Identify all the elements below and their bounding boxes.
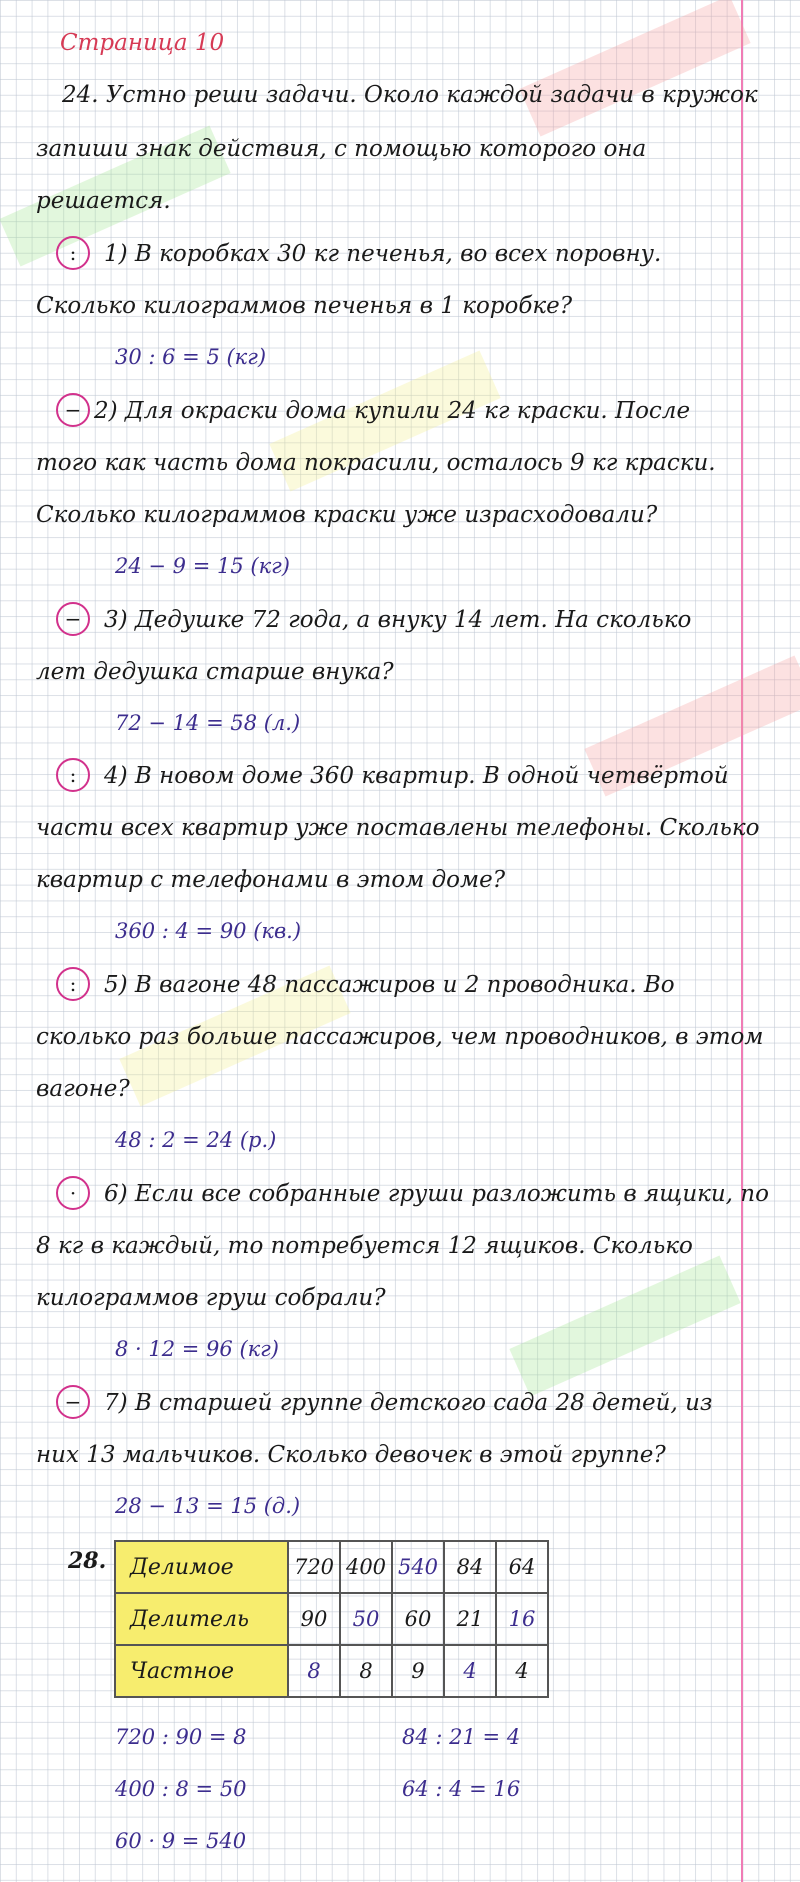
problem-answer: 8 · 12 = 96 (кг) <box>115 1337 279 1361</box>
problem-text: лет дедушка старше внука? <box>36 659 394 685</box>
problem-text: квартир с телефонами в этом доме? <box>36 867 506 893</box>
problem-answer: 360 : 4 = 90 (кв.) <box>115 919 302 943</box>
problem-text: 4) В новом доме 360 квартир. В одной четвёртой <box>104 763 729 789</box>
operation-sign-circle: : <box>56 236 90 270</box>
calculation: 720 : 90 = 8 <box>115 1725 247 1749</box>
table-row <box>115 1541 548 1593</box>
division-table <box>114 1540 549 1698</box>
table-cell: 84 <box>444 1541 496 1593</box>
operation-sign-circle: : <box>56 967 90 1001</box>
problem-text: 3) Дедушке 72 года, а внуку 14 лет. На сколько <box>104 607 692 633</box>
row-label: Делитель <box>115 1593 288 1645</box>
table-cell: 60 <box>392 1593 444 1645</box>
table-cell: 720 <box>288 1541 340 1593</box>
problem-text: Сколько килограммов краски уже израсходовали? <box>36 502 658 528</box>
watermark <box>509 1255 740 1396</box>
task-number: 28. <box>68 1548 107 1574</box>
table-cell: 8 <box>288 1645 340 1697</box>
calculation: 84 : 21 = 4 <box>402 1725 521 1749</box>
operation-sign-circle: − <box>56 1385 90 1419</box>
problem-answer: 28 − 13 = 15 (д.) <box>115 1494 301 1518</box>
table-cell: 64 <box>496 1541 548 1593</box>
table-cell: 90 <box>288 1593 340 1645</box>
table-cell: 4 <box>444 1645 496 1697</box>
problem-answer: 30 : 6 = 5 (кг) <box>115 345 267 369</box>
problem-text: 7) В старшей группе детского сада 28 детей, из <box>104 1390 713 1416</box>
problem-answer: 72 − 14 = 58 (л.) <box>115 711 301 735</box>
problem-text: 5) В вагоне 48 пассажиров и 2 проводника. Во <box>104 972 675 998</box>
calculation: 60 · 9 = 540 <box>115 1829 247 1853</box>
table-cell: 21 <box>444 1593 496 1645</box>
operation-sign-circle: · <box>56 1176 90 1210</box>
row-label: Делимое <box>115 1541 288 1593</box>
table-row <box>115 1593 548 1645</box>
table-cell: 16 <box>496 1593 548 1645</box>
operation-sign-circle: − <box>56 602 90 636</box>
page-title: Страница 10 <box>60 30 225 56</box>
operation-sign-circle: : <box>56 758 90 792</box>
problem-text: части всех квартир уже поставлены телефоны. Сколько <box>36 815 760 841</box>
problem-text: Сколько килограммов печенья в 1 коробке? <box>36 293 573 319</box>
task-intro-line: запиши знак действия, с помощью которого она <box>36 136 647 162</box>
calculation: 64 : 4 = 16 <box>402 1777 521 1801</box>
problem-text: килограммов груш собрали? <box>36 1285 386 1311</box>
watermark <box>519 0 750 137</box>
problem-text: 1) В коробках 30 кг печенья, во всех поровну. <box>104 241 662 267</box>
problem-text: сколько раз больше пассажиров, чем проводников, в этом <box>36 1024 764 1050</box>
problem-text: 2) Для окраски дома купили 24 кг краски. После <box>94 398 691 424</box>
table-cell: 540 <box>392 1541 444 1593</box>
task-intro-line: решается. <box>36 188 171 214</box>
table-cell: 8 <box>340 1645 392 1697</box>
calculation: 400 : 8 = 50 <box>115 1777 247 1801</box>
problem-text: 6) Если все собранные груши разложить в ящики, по <box>104 1181 769 1207</box>
problem-answer: 24 − 9 = 15 (кг) <box>115 554 290 578</box>
margin-line <box>741 0 743 1882</box>
problem-text: 8 кг в каждый, то потребуется 12 ящиков. Сколько <box>36 1233 693 1259</box>
table-row <box>115 1645 548 1697</box>
problem-text: них 13 мальчиков. Сколько девочек в этой группе? <box>36 1442 666 1468</box>
table-cell: 9 <box>392 1645 444 1697</box>
problem-answer: 48 : 2 = 24 (р.) <box>115 1128 277 1152</box>
table-cell: 50 <box>340 1593 392 1645</box>
table-cell: 4 <box>496 1645 548 1697</box>
task-intro-line: 24. Устно реши задачи. Около каждой задачи в кружок <box>62 82 758 108</box>
row-label: Частное <box>115 1645 288 1697</box>
problem-text: вагоне? <box>36 1076 130 1102</box>
problem-text: того как часть дома покрасили, осталось 9 кг краски. <box>36 450 716 476</box>
table-cell: 400 <box>340 1541 392 1593</box>
operation-sign-circle: − <box>56 393 90 427</box>
